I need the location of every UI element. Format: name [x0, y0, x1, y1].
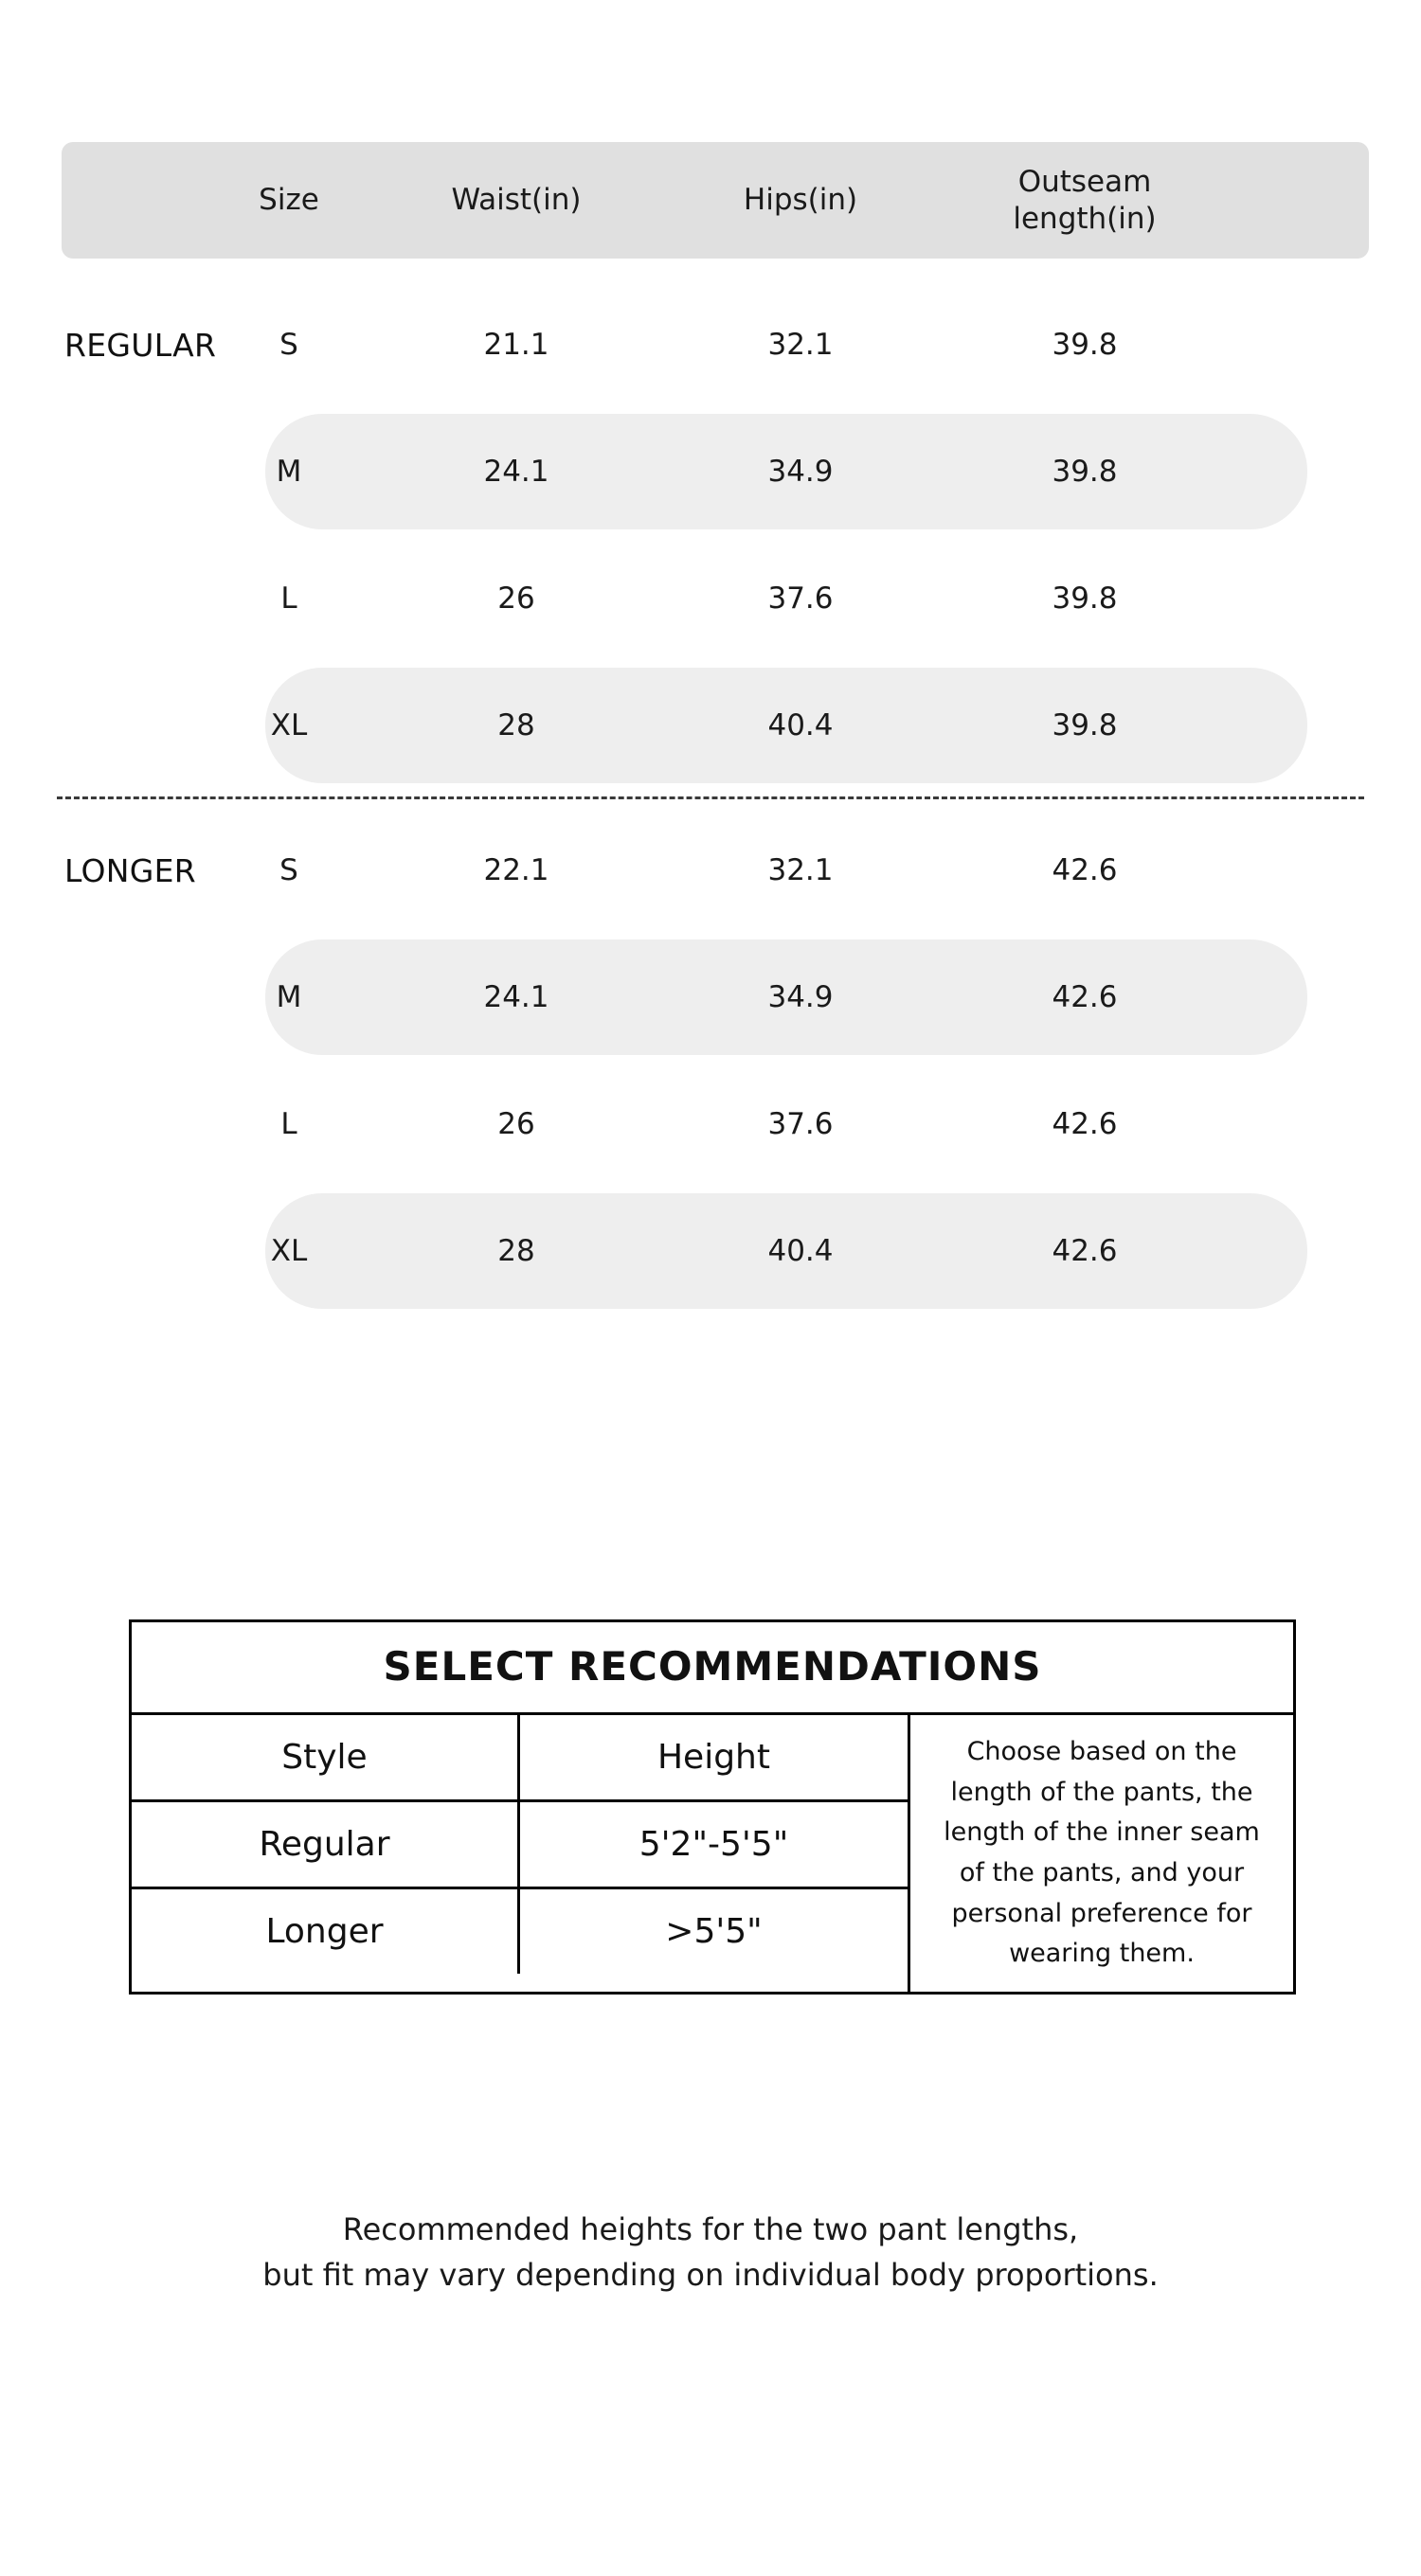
cell-waist: 28	[497, 1234, 535, 1268]
table-row	[0, 535, 1421, 662]
cell-hips: 34.9	[767, 455, 834, 489]
cell-waist: 26	[497, 581, 535, 616]
cell-hips: 32.1	[767, 328, 834, 362]
cell-waist: 24.1	[483, 980, 549, 1014]
cell-size: L	[280, 581, 297, 616]
table-row	[0, 807, 1421, 934]
recommendations-title: SELECT RECOMMENDATIONS	[132, 1622, 1293, 1715]
cell-outseam: 42.6	[1052, 853, 1118, 887]
cell-outseam: 42.6	[1052, 1234, 1118, 1268]
rec-height-longer: >5'5"	[665, 1912, 763, 1951]
table-row	[0, 1188, 1421, 1315]
header-cell-waist: Waist(in)	[451, 183, 582, 218]
recommendations-body	[132, 1715, 1293, 1992]
table-row	[132, 1715, 908, 1802]
cell-size: L	[280, 1107, 297, 1141]
group-divider	[57, 796, 1364, 799]
cell-waist: 26	[497, 1107, 535, 1141]
cell-waist: 28	[497, 708, 535, 742]
cell-size: S	[279, 328, 298, 362]
cell-hips: 32.1	[767, 853, 834, 887]
cell-hips: 37.6	[767, 581, 834, 616]
table-row	[0, 934, 1421, 1061]
table-row	[0, 408, 1421, 535]
size-table	[0, 142, 1421, 1315]
footer-line-2: but fit may vary depending on individual body proportions.	[262, 2257, 1159, 2293]
group-label-regular: REGULAR	[64, 326, 217, 364]
cell-waist: 22.1	[483, 853, 549, 887]
cell-outseam: 39.8	[1052, 581, 1118, 616]
cell-outseam: 42.6	[1052, 1107, 1118, 1141]
cell-hips: 40.4	[767, 1234, 834, 1268]
rec-style-regular: Regular	[132, 1802, 520, 1887]
cell-outseam: 39.8	[1052, 708, 1118, 742]
cell-size: XL	[270, 708, 308, 742]
header-cell-size: Size	[259, 183, 319, 218]
rec-height-regular: 5'2"-5'5"	[639, 1825, 789, 1864]
size-group-longer	[0, 807, 1421, 1315]
cell-outseam: 42.6	[1052, 980, 1118, 1014]
cell-size: M	[276, 455, 302, 489]
cell-hips: 40.4	[767, 708, 834, 742]
table-row	[0, 662, 1421, 789]
recommendations-table	[132, 1715, 910, 1992]
table-row	[132, 1889, 908, 1974]
rec-header-style: Style	[132, 1715, 520, 1799]
rec-style-longer: Longer	[132, 1889, 520, 1974]
recommendations-note: Choose based on the length of the pants, the length of the inner seam of the pants, and your personal preference for wearing them.	[944, 1737, 1260, 1969]
cell-waist: 24.1	[483, 455, 549, 489]
rec-header-height: Height	[657, 1738, 770, 1777]
cell-size: M	[276, 980, 302, 1014]
cell-hips: 37.6	[767, 1107, 834, 1141]
cell-size: S	[279, 853, 298, 887]
size-table-header-row	[62, 142, 1369, 259]
header-cell-outseam: Outseam length(in)	[1013, 164, 1157, 236]
table-row	[0, 281, 1421, 408]
group-label-longer: LONGER	[64, 851, 197, 889]
cell-hips: 34.9	[767, 980, 834, 1014]
recommendations-box	[129, 1619, 1296, 1995]
cell-outseam: 39.8	[1052, 455, 1118, 489]
cell-size: XL	[270, 1234, 308, 1268]
footer-note	[0, 2207, 1421, 2298]
cell-outseam: 39.8	[1052, 328, 1118, 362]
footer-line-1: Recommended heights for the two pant lengths,	[342, 2211, 1079, 2247]
size-group-regular	[0, 281, 1421, 789]
table-row	[132, 1802, 908, 1889]
cell-waist: 21.1	[483, 328, 549, 362]
header-cell-hips: Hips(in)	[743, 183, 858, 218]
table-row	[0, 1061, 1421, 1188]
